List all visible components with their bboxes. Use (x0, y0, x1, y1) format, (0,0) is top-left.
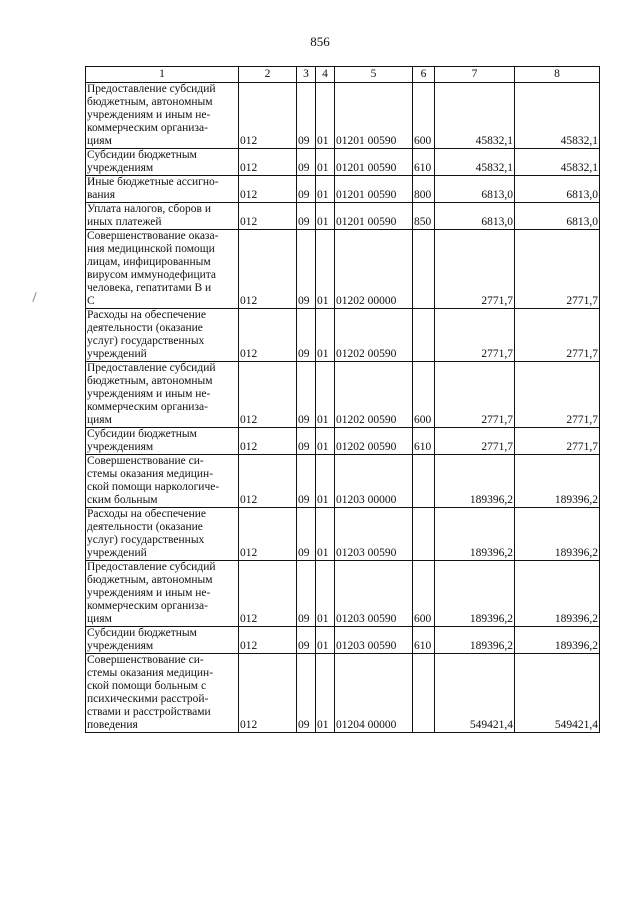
row-name-cell: Субсидии бюджетным учреждениям (86, 428, 239, 455)
expense-type-cell: 600 (413, 561, 435, 627)
table-row (86, 362, 600, 428)
section-code-cell: 09 (297, 83, 316, 149)
expense-type-cell: 800 (413, 176, 435, 203)
row-name-cell: Расходы на обеспечение деятельности (оказание услуг) государственных учреждений (86, 309, 239, 362)
amount-cell-col8: 45832,1 (515, 83, 600, 149)
target-article-cell: 01203 00590 (335, 561, 413, 627)
amount-cell-col8: 189396,2 (515, 455, 600, 508)
row-name-cell: Уплата налогов, сборов и иных платежей (86, 203, 239, 230)
section-code-cell: 09 (297, 176, 316, 203)
target-article-cell: 01203 00000 (335, 455, 413, 508)
amount-cell-col7: 2771,7 (435, 362, 515, 428)
table-row (86, 203, 600, 230)
amount-cell-col8: 189396,2 (515, 561, 600, 627)
subsection-code-cell: 01 (316, 627, 335, 654)
expense-type-cell: 850 (413, 203, 435, 230)
ministry-code-cell: 012 (239, 561, 297, 627)
ministry-code-cell: 012 (239, 362, 297, 428)
column-header: 8 (515, 67, 600, 83)
table-row (86, 230, 600, 309)
amount-cell-col7: 45832,1 (435, 83, 515, 149)
expense-type-cell (413, 508, 435, 561)
ministry-code-cell: 012 (239, 654, 297, 733)
subsection-code-cell: 01 (316, 561, 335, 627)
amount-cell-col7: 2771,7 (435, 230, 515, 309)
section-code-cell: 09 (297, 508, 316, 561)
row-name-cell: Предоставление субсидий бюджетным, автономным учреждениям и иным не- коммерческим организа- циям (86, 362, 239, 428)
amount-cell-col7: 189396,2 (435, 455, 515, 508)
target-article-cell: 01202 00590 (335, 309, 413, 362)
ministry-code-cell: 012 (239, 455, 297, 508)
amount-cell-col7: 6813,0 (435, 176, 515, 203)
amount-cell-col8: 6813,0 (515, 203, 600, 230)
target-article-cell: 01202 00590 (335, 428, 413, 455)
table-row (86, 83, 600, 149)
ministry-code-cell: 012 (239, 309, 297, 362)
section-code-cell: 09 (297, 428, 316, 455)
amount-cell-col7: 189396,2 (435, 508, 515, 561)
column-header: 2 (239, 67, 297, 83)
row-name-cell: Расходы на обеспечение деятельности (оказание услуг) государственных учреждений (86, 508, 239, 561)
amount-cell-col7: 189396,2 (435, 561, 515, 627)
subsection-code-cell: 01 (316, 176, 335, 203)
amount-cell-col7: 45832,1 (435, 149, 515, 176)
subsection-code-cell: 01 (316, 654, 335, 733)
amount-cell-col7: 189396,2 (435, 627, 515, 654)
amount-cell-col8: 2771,7 (515, 309, 600, 362)
section-code-cell: 09 (297, 455, 316, 508)
column-header: 7 (435, 67, 515, 83)
section-code-cell: 09 (297, 362, 316, 428)
expense-type-cell (413, 654, 435, 733)
target-article-cell: 01202 00000 (335, 230, 413, 309)
ministry-code-cell: 012 (239, 203, 297, 230)
table-row (86, 428, 600, 455)
amount-cell-col7: 549421,4 (435, 654, 515, 733)
table-header-row (86, 67, 600, 83)
target-article-cell: 01201 00590 (335, 149, 413, 176)
amount-cell-col8: 189396,2 (515, 508, 600, 561)
amount-cell-col8: 549421,4 (515, 654, 600, 733)
row-name-cell: Совершенствование си- стемы оказания медицин- ской помощи больным с психическими расстрой- ствами и расстройствами поведения (86, 654, 239, 733)
table-row (86, 149, 600, 176)
row-name-cell: Предоставление субсидий бюджетным, автономным учреждениям и иным не- коммерческим организа- циям (86, 83, 239, 149)
amount-cell-col8: 2771,7 (515, 362, 600, 428)
section-code-cell: 09 (297, 203, 316, 230)
amount-cell-col7: 2771,7 (435, 309, 515, 362)
table-row (86, 627, 600, 654)
table-row (86, 654, 600, 733)
section-code-cell: 09 (297, 561, 316, 627)
section-code-cell: 09 (297, 230, 316, 309)
stray-pen-mark (32, 292, 36, 302)
expense-type-cell: 600 (413, 83, 435, 149)
table-row (86, 508, 600, 561)
target-article-cell: 01203 00590 (335, 627, 413, 654)
amount-cell-col8: 45832,1 (515, 149, 600, 176)
subsection-code-cell: 01 (316, 203, 335, 230)
expense-type-cell: 610 (413, 149, 435, 176)
target-article-cell: 01203 00590 (335, 508, 413, 561)
column-header: 3 (297, 67, 316, 83)
target-article-cell: 01201 00590 (335, 176, 413, 203)
row-name-cell: Совершенствование си- стемы оказания медицин- ской помощи наркологиче- ским больным (86, 455, 239, 508)
ministry-code-cell: 012 (239, 176, 297, 203)
ministry-code-cell: 012 (239, 508, 297, 561)
target-article-cell: 01201 00590 (335, 83, 413, 149)
column-header: 5 (335, 67, 413, 83)
section-code-cell: 09 (297, 149, 316, 176)
subsection-code-cell: 01 (316, 362, 335, 428)
subsection-code-cell: 01 (316, 309, 335, 362)
subsection-code-cell: 01 (316, 455, 335, 508)
expense-type-cell (413, 230, 435, 309)
amount-cell-col7: 2771,7 (435, 428, 515, 455)
subsection-code-cell: 01 (316, 149, 335, 176)
expense-type-cell: 610 (413, 627, 435, 654)
expense-type-cell: 600 (413, 362, 435, 428)
row-name-cell: Предоставление субсидий бюджетным, автономным учреждениям и иным не- коммерческим организа- циям (86, 561, 239, 627)
ministry-code-cell: 012 (239, 149, 297, 176)
subsection-code-cell: 01 (316, 83, 335, 149)
subsection-code-cell: 01 (316, 508, 335, 561)
section-code-cell: 09 (297, 654, 316, 733)
target-article-cell: 01201 00590 (335, 203, 413, 230)
column-header: 1 (86, 67, 239, 83)
amount-cell-col8: 6813,0 (515, 176, 600, 203)
expense-type-cell: 610 (413, 428, 435, 455)
page-number: 856 (310, 34, 330, 49)
budget-table (85, 66, 600, 733)
target-article-cell: 01204 00000 (335, 654, 413, 733)
subsection-code-cell: 01 (316, 230, 335, 309)
column-header: 6 (413, 67, 435, 83)
row-name-cell: Совершенствование оказа- ния медицинской помощи лицам, инфицированным вирусом иммунодефицита человека, гепатитами В и С (86, 230, 239, 309)
table-row (86, 455, 600, 508)
expense-type-cell (413, 455, 435, 508)
section-code-cell: 09 (297, 627, 316, 654)
subsection-code-cell: 01 (316, 428, 335, 455)
table-row (86, 561, 600, 627)
amount-cell-col8: 2771,7 (515, 428, 600, 455)
row-name-cell: Иные бюджетные ассигно- вания (86, 176, 239, 203)
ministry-code-cell: 012 (239, 230, 297, 309)
ministry-code-cell: 012 (239, 83, 297, 149)
section-code-cell: 09 (297, 309, 316, 362)
amount-cell-col7: 6813,0 (435, 203, 515, 230)
amount-cell-col8: 2771,7 (515, 230, 600, 309)
table-row (86, 309, 600, 362)
row-name-cell: Субсидии бюджетным учреждениям (86, 149, 239, 176)
target-article-cell: 01202 00590 (335, 362, 413, 428)
expense-type-cell (413, 309, 435, 362)
row-name-cell: Субсидии бюджетным учреждениям (86, 627, 239, 654)
column-header: 4 (316, 67, 335, 83)
table-row (86, 176, 600, 203)
ministry-code-cell: 012 (239, 627, 297, 654)
ministry-code-cell: 012 (239, 428, 297, 455)
amount-cell-col8: 189396,2 (515, 627, 600, 654)
